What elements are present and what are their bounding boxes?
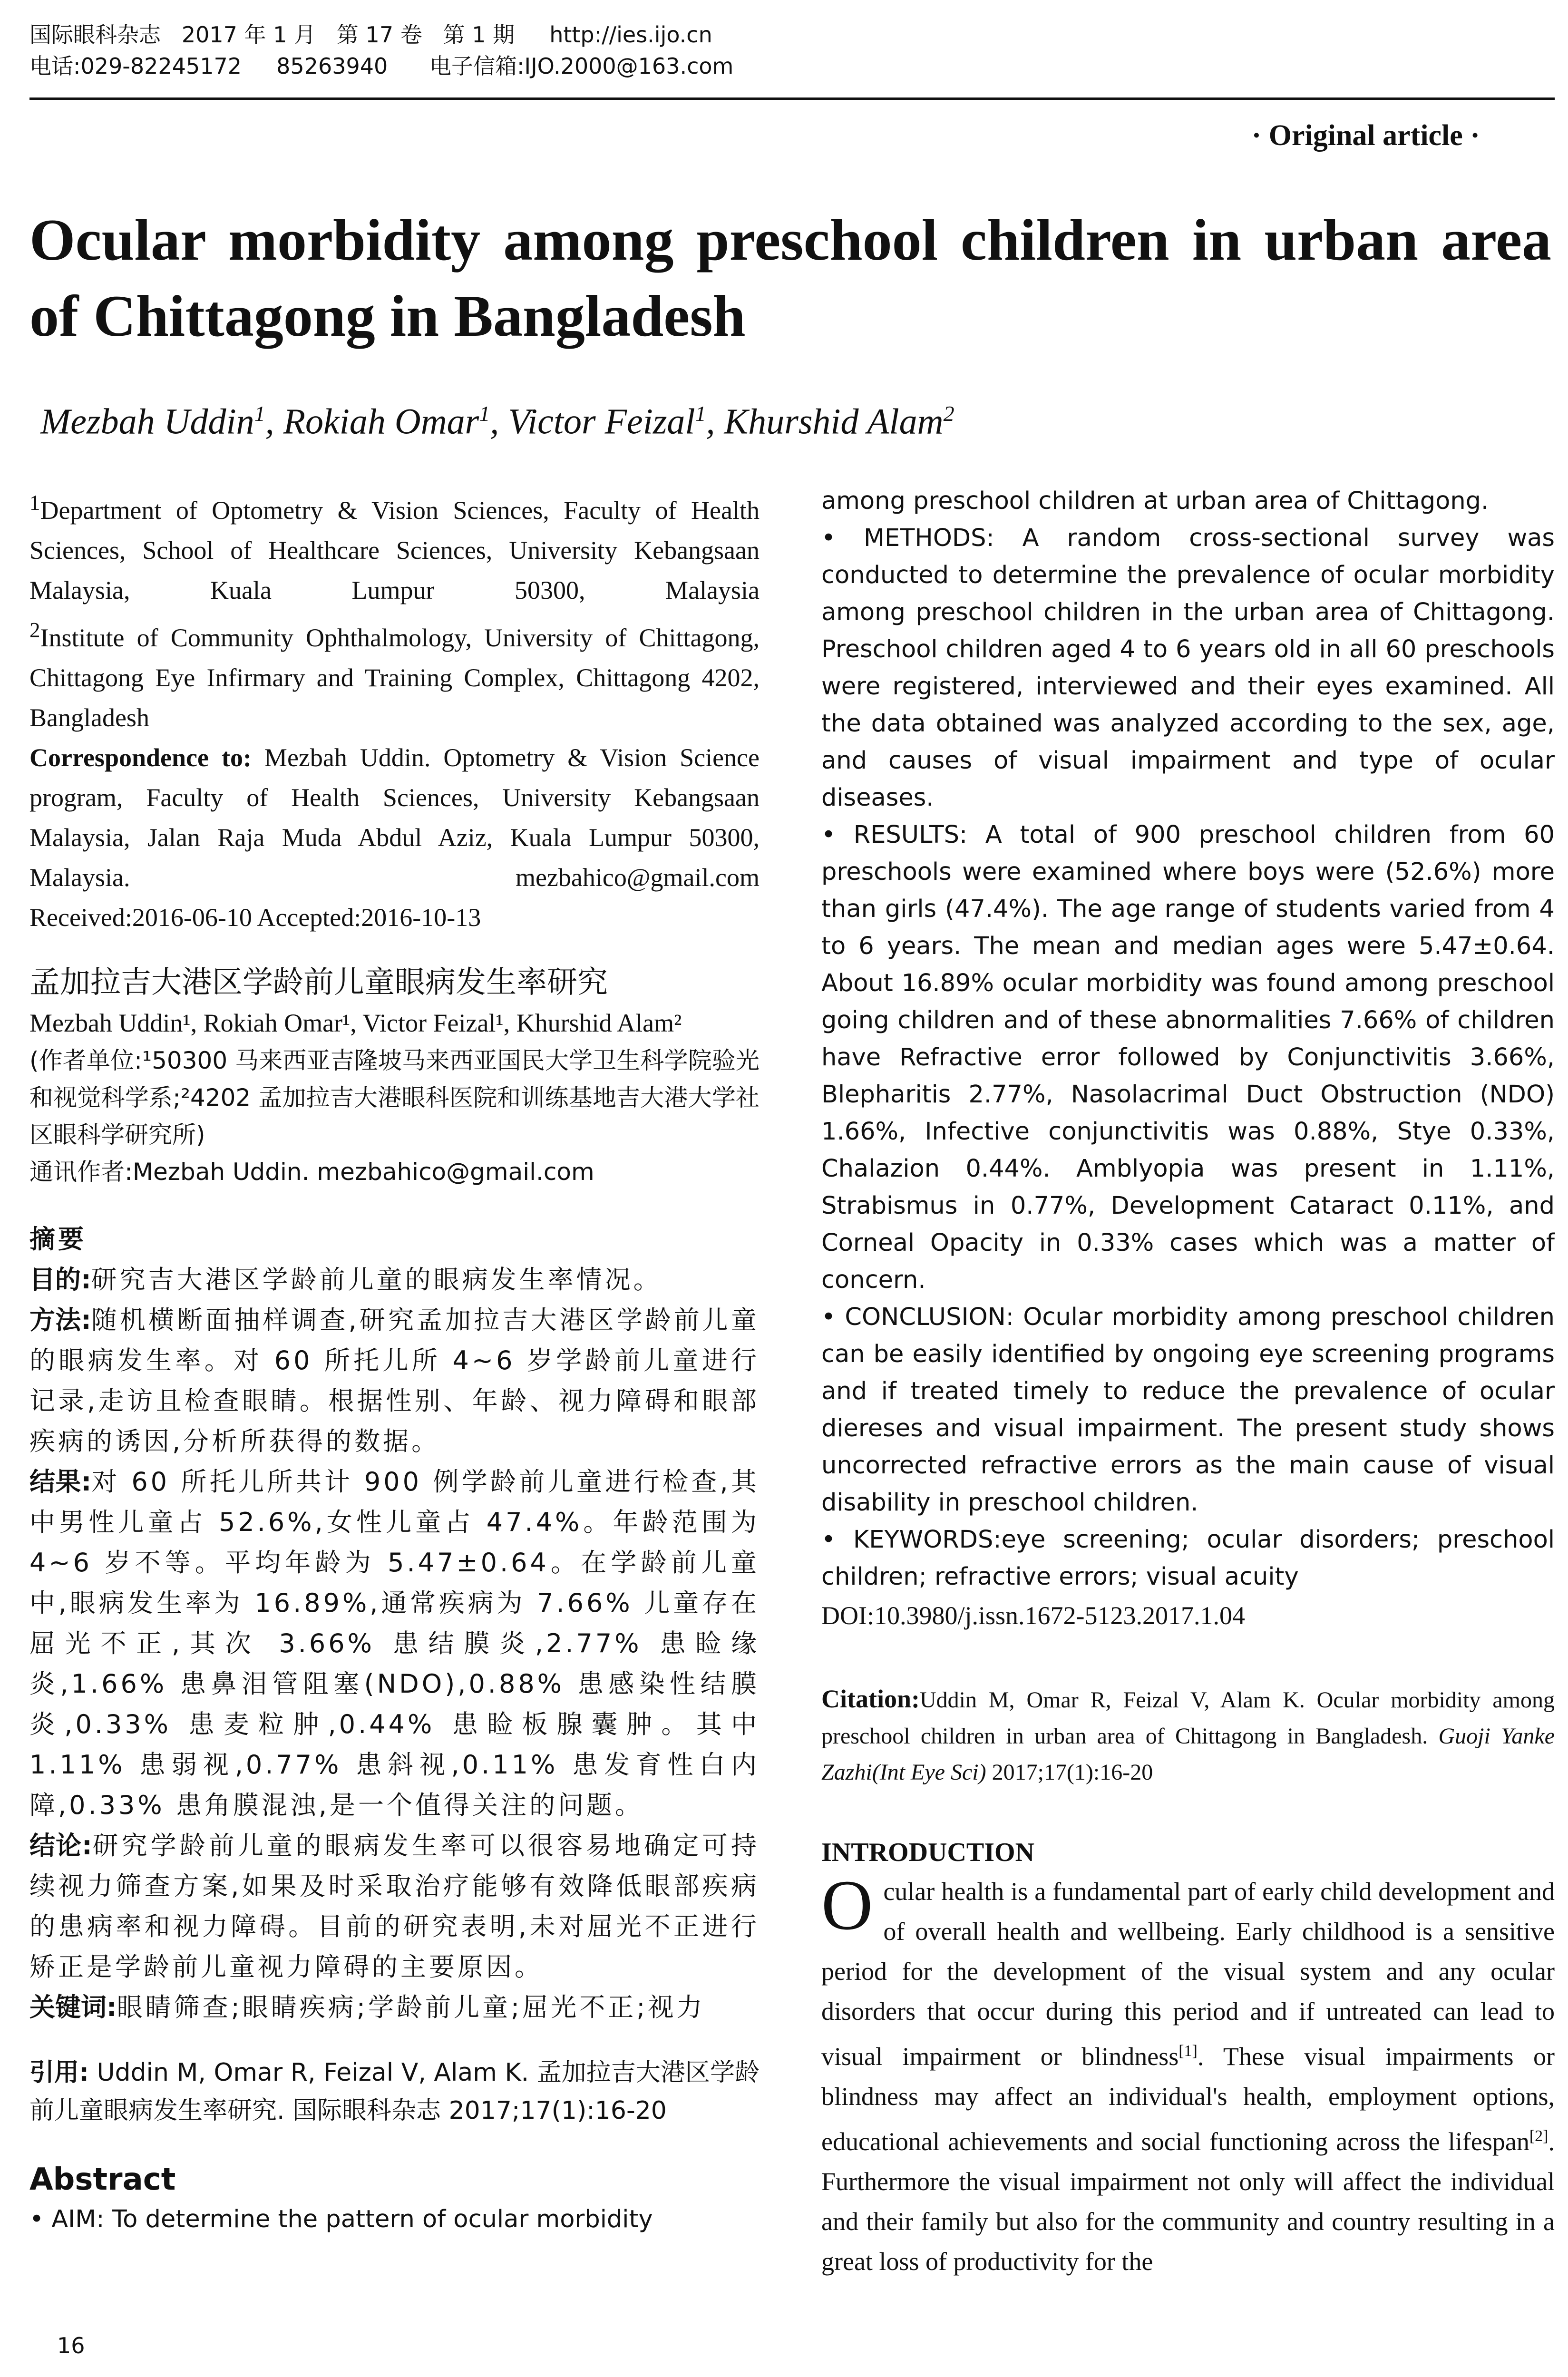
- section-label: 目的:: [29, 1265, 91, 1295]
- affiliation-1: [29, 483, 760, 610]
- citation-text: Uddin M, Omar R, Feizal V, Alam K. Ocular morbidity among preschool children in urban area of Chittagong in Bangladesh.: [821, 1687, 1555, 1749]
- author-name: Mezbah Uddin: [40, 401, 254, 442]
- journal-header-line-1: 国际眼科杂志 2017 年 1 月 第 17 卷 第 1 期 http://ies.ijo.cn: [29, 22, 712, 48]
- section-text: among preschool children at urban area of Chittagong.: [821, 487, 1489, 515]
- paragraph-text: . These visual impairments or blindness may affect an individual's health, employment options, educational achievements and social functioning across the lifespan: [821, 2042, 1555, 2156]
- introduction-heading: INTRODUCTION: [821, 1838, 1035, 1867]
- citation-text: Uddin M, Omar R, Feizal V, Alam K. 孟加拉吉大港区学龄前儿童眼病发生率研究. 国际眼科杂志 2017;17(1):16-20: [29, 2058, 760, 2125]
- header-divider: [29, 97, 1555, 100]
- author-affiliation-mark: 1: [254, 401, 265, 426]
- abstract-results: [821, 817, 1555, 1299]
- affiliation-text: Institute of Community Ophthalmology, University of Chittagong, Chittagong Eye Infirmary and Training Complex, Chittagong 4202, Bangladesh: [29, 623, 760, 732]
- section-label: • CONCLUSION:: [821, 1303, 1014, 1331]
- section-text: eye screening; ocular disorders; preschool children; refractive errors; visual acuity: [821, 1526, 1555, 1591]
- section-text: A random cross-sectional survey was conducted to determine the prevalence of ocular morbidity among preschool children in the urban area of Chittagong. Preschool children aged 4 to 6 years old in all 60 preschools were registered, interviewed and their eyes examined. All the data obtained was analyzed according to the sex, age, and causes of visual impairment and type of ocular diseases.: [821, 524, 1555, 812]
- chinese-abstract-heading: 摘要: [29, 1224, 87, 1254]
- abstract-aim-continued: [821, 483, 1555, 520]
- reference-citation[interactable]: [1]: [1178, 2042, 1198, 2060]
- section-label: • AIM:: [29, 2205, 105, 2233]
- journal-header: [29, 19, 1551, 82]
- citation-volume: 2017;17(1):16-20: [986, 1760, 1153, 1785]
- reference-citation[interactable]: [2]: [1529, 2127, 1549, 2145]
- abstract-heading: Abstract: [29, 2162, 176, 2197]
- section-text: Ocular morbidity among preschool children can be easily identified by ongoing eye screening programs and if treated timely to reduce the prevalence of ocular diereses and visual impairment. The present study shows uncorrected refractive errors as the main cause of visual disability in preschool children.: [821, 1303, 1555, 1517]
- section-text: A total of 900 preschool children from 60 preschools were examined where boys were (52.6%) more than girls (47.4%). The age range of students varied from 4 to 6 years. The mean and median ages were 5.47±0.64. About 16.89% ocular morbidity was found among preschool going children and of these abnormalities 7.66% of children have Refractive error followed by Conjunctivitis 3.66%, Blepharitis 2.77%, Nasolacrimal Duct Obstruction (NDO) 1.66%, Infective conjunctivitis was 0.88%, Stye 0.33%, Chalazion 0.44%. Amblyopia was present in 1.11%, Strabismus in 0.77%, Development Cataract 0.11%, and Corneal Opacity in 0.33% cases which was a matter of concern.: [821, 821, 1555, 1294]
- section-text: 研究吉大港区学龄前儿童的眼病发生率情况。: [91, 1265, 662, 1295]
- citation-journal: Guoji Yanke Zazhi(Int Eye Sci): [821, 1724, 1555, 1785]
- section-label: 关键词:: [29, 1992, 117, 2022]
- received-accepted-dates: Received:2016-06-10 Accepted:2016-10-13: [29, 903, 481, 932]
- chinese-citation: [29, 2054, 760, 2130]
- section-label: • RESULTS:: [821, 821, 968, 849]
- abstract-conclusion: [821, 1299, 1555, 1521]
- author-separator: ,: [490, 401, 508, 442]
- section-text: 眼睛筛查;眼睛疾病;学龄前儿童;屈光不正;视力: [117, 1992, 705, 2022]
- section-text: 随机横断面抽样调查,研究孟加拉吉大港区学龄前儿童的眼病发生率。对 60 所托儿所 4~6 岁学龄前儿童进行记录,走访且检查眼睛。根据性别、年龄、视力障碍和眼部疾病的诱因,分析所获得的数据。: [29, 1305, 760, 1456]
- section-label: 结论:: [29, 1831, 92, 1861]
- author-affiliation-mark: 2: [943, 401, 954, 426]
- affiliation-number: 2: [29, 618, 40, 642]
- left-column: [29, 483, 760, 2238]
- author-list: [40, 390, 954, 445]
- correspondence-text: Mezbah Uddin. Optometry & Vision Science program, Faculty of Health Sciences, University Kebangsaan Malaysia, Jalan Raja Muda Abdul Aziz, Kuala Lumpur 50300, Malaysia. mezbahico@gmail.com: [29, 743, 760, 892]
- chinese-aim: [29, 1259, 760, 1300]
- section-label: • METHODS:: [821, 524, 994, 552]
- doi: DOI:10.3980/j.issn.1672-5123.2017.1.04: [821, 1601, 1245, 1630]
- chinese-keywords: [29, 1987, 760, 2027]
- citation-label: 引用:: [29, 2058, 89, 2087]
- citation: [821, 1681, 1555, 1791]
- author-affiliation-mark: 1: [695, 401, 706, 426]
- paragraph-text: cular health is a fundamental part of early child development and of overall health and wellbeing. Early childhood is a sensitive period for the development of the visual system and any ocular disorders that occur during this period and if untreated can lead to visual impairment or blindness: [821, 1877, 1555, 2071]
- chinese-authors: Mezbah Uddin¹, Rokiah Omar¹, Victor Feizal¹, Khurshid Alam²: [29, 1009, 682, 1037]
- affiliation-number: 1: [29, 491, 40, 515]
- chinese-methods: [29, 1300, 760, 1461]
- correspondence-label: Correspondence to:: [29, 743, 252, 772]
- section-text: To determine the pattern of ocular morbidity: [104, 2205, 653, 2233]
- author-affiliation-mark: 1: [479, 401, 490, 426]
- section-text: 对 60 所托儿所共计 900 例学龄前儿童进行检查,其中男性儿童占 52.6%,女性儿童占 47.4%。年龄范围为 4~6 岁不等。平均年龄为 5.47±0.64。在学龄前儿童中,眼病发生率为 16.89%,通常疾病为 7.66% 儿童存在屈光不正,其次 3.66% 患结膜炎,2.77% 患睑缘炎,1.66% 患鼻泪管阻塞(NDO),0.88% 患感染性结膜炎,0.33% 患麦粒肿,0.44% 患睑板腺囊肿。其中 1.11% 患弱视,0.77% 患斜视,0.11% 患发育性白内障,0.33% 患角膜混浊,是一个值得关注的问题。: [29, 1467, 760, 1820]
- author-name: Rokiah Omar: [283, 401, 479, 442]
- chinese-title: 孟加拉吉大港区学龄前儿童眼病发生率研究: [29, 965, 608, 1000]
- section-label: 方法:: [29, 1305, 91, 1335]
- chinese-affiliation: (作者单位:¹50300 马来西亚吉隆坡马来西亚国民大学卫生科学院验光和视觉科学系;²4202 孟加拉吉大港眼科医院和训练基地吉大港大学社区眼科学研究所): [29, 1047, 760, 1149]
- right-column: [821, 483, 1555, 2281]
- journal-header-line-2: 电话:029-82245172 85263940 电子信箱:IJO.2000@163.com: [29, 53, 734, 79]
- abstract-keywords: [821, 1521, 1555, 1596]
- chinese-conclusion: [29, 1825, 760, 1987]
- author-separator: ,: [265, 401, 283, 442]
- abstract-methods: [821, 520, 1555, 817]
- paragraph-text: . Furthermore the visual impairment not only will affect the individual and their family but also for the community and country resulting in a great loss of productivity for the: [821, 2127, 1555, 2276]
- abstract-aim-start: [29, 2201, 760, 2238]
- page-number: 16: [57, 2333, 85, 2358]
- chinese-results: [29, 1461, 760, 1825]
- article-title: Ocular morbidity among preschool children in urban area of Chittagong in Bangladesh: [29, 207, 1551, 349]
- citation-label: Citation:: [821, 1685, 920, 1713]
- affiliation-text: Department of Optometry & Vision Sciences, Faculty of Health Sciences, School of Healthcare Sciences, University Kebangsaan Malaysia, Kuala Lumpur 50300, Malaysia: [29, 496, 760, 604]
- author-name: Victor Feizal: [508, 401, 695, 442]
- author-name: Khurshid Alam: [724, 401, 944, 442]
- section-text: 研究学龄前儿童的眼病发生率可以很容易地确定可持续视力筛查方案,如果及时采取治疗能够有效降低眼部疾病的患病率和视力障碍。目前的研究表明,未对屈光不正进行矫正是学龄前儿童视力障碍的主要原因。: [29, 1831, 760, 1982]
- section-label: • KEYWORDS:: [821, 1526, 1002, 1554]
- article-type-label: · Original article ·: [1251, 119, 1480, 152]
- introduction-paragraph: [821, 1866, 1555, 2281]
- section-label: 结果:: [29, 1467, 92, 1497]
- chinese-correspondence: 通讯作者:Mezbah Uddin. mezbahico@gmail.com: [29, 1158, 594, 1186]
- author-separator: ,: [706, 401, 724, 442]
- affiliation-2: [29, 610, 760, 738]
- correspondence: [29, 738, 760, 897]
- drop-cap: O: [821, 1866, 873, 1945]
